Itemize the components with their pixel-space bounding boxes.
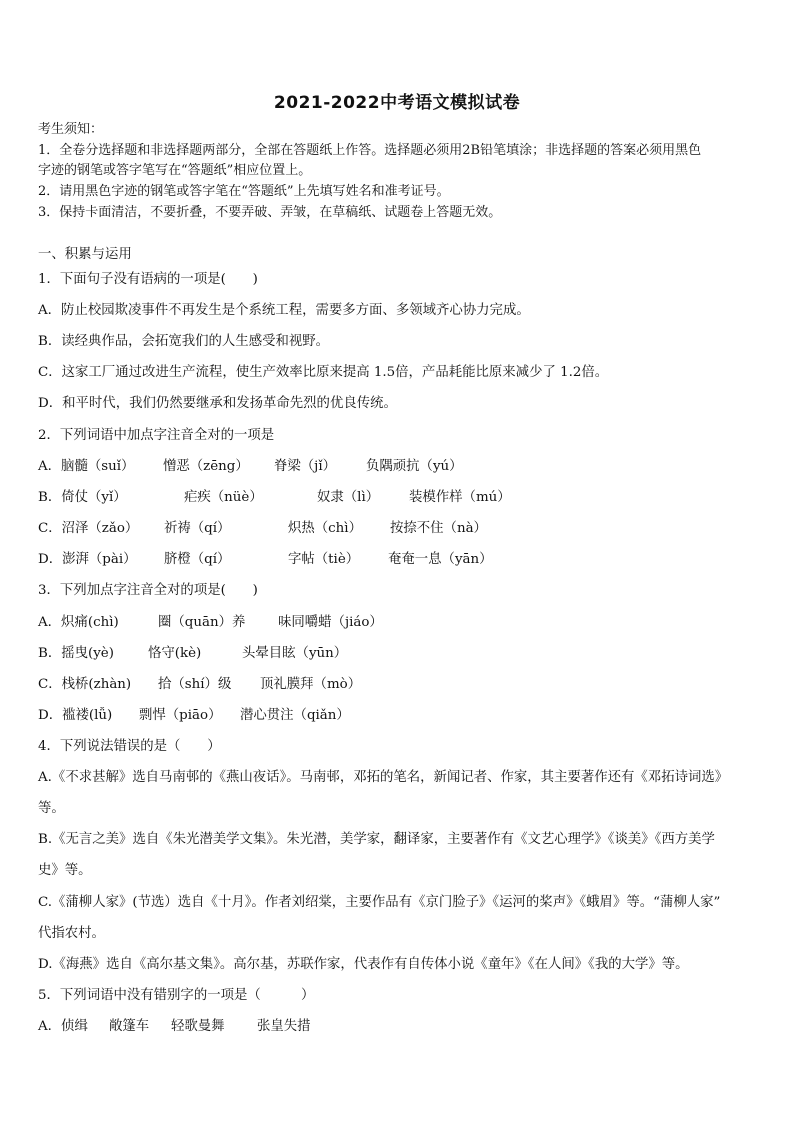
question-4-option-line: B.《无言之美》选自《朱光潜美学文集》。朱光潜，美学家，翻译家，主要著作有《文艺心理学》《谈美》《西方美学 — [38, 832, 715, 847]
question-2-option-c — [38, 520, 487, 538]
option-word: C．沼泽（zǎo） — [38, 521, 139, 536]
option-word: 剽悍（piāo） — [139, 708, 222, 723]
question-4-stem: 4．下列说法错误的是（ ） — [38, 739, 221, 754]
option-word: 头晕目眩（yūn） — [242, 646, 348, 661]
option-word: 炽热（chì） — [288, 521, 362, 536]
question-2-stem: 2．下列词语中加点字注音全对的一项是 — [38, 428, 275, 443]
question-1-stem: 1．下面句子没有语病的一项是( ) — [38, 272, 258, 287]
question-3-stem: 3．下列加点字注音全对的项是( ) — [38, 583, 258, 598]
option-word: 装模作样（mú） — [409, 490, 511, 505]
notice-line: 3．保持卡面清洁，不要折叠，不要弄破、弄皱，在草稿纸、试题卷上答题无效。 — [38, 205, 502, 220]
notice-line: 字迹的钢笔或答字笔写在“答题纸”相应位置上。 — [38, 163, 312, 178]
option-word: 拾（shí）级 — [158, 677, 232, 692]
question-2-option-d — [38, 551, 493, 569]
notice-line: 2．请用黑色字迹的钢笔或答字笔在“答题纸”上先填写姓名和准考证号。 — [38, 184, 450, 199]
option-word: 圈（quān）养 — [158, 615, 246, 630]
option-word: 恪守(kè) — [148, 646, 202, 661]
question-1-option-a: A．防止校园欺凌事件不再发生是个系统工程，需要多方面、多领域齐心协力完成。 — [38, 303, 530, 318]
question-2-option-a — [38, 458, 463, 476]
option-word: D．澎湃（pài） — [38, 552, 137, 567]
option-word: 轻歌曼舞 — [171, 1019, 225, 1034]
question-4-option-line: 史》等。 — [38, 863, 92, 878]
notice-heading: 考生须知： — [38, 122, 104, 137]
option-word: A．脑髓（suǐ） — [38, 459, 135, 474]
option-word: 按捺不住（nà） — [390, 521, 487, 536]
option-word: 憎恶（zēng） — [163, 459, 249, 474]
question-4-option-line: C.《蒲柳人家》(节选）选自《十月》。作者刘绍棠，主要作品有《京门脸子》《运河的桨声》《蛾眉》等。“蒲柳人家” — [38, 895, 721, 910]
option-word: 负隅顽抗（yú） — [366, 459, 463, 474]
option-word: 张皇失措 — [257, 1019, 311, 1034]
option-word: 祈祷（qí） — [164, 521, 231, 536]
question-3-option-a — [38, 614, 383, 632]
question-4-option-line: D.《海燕》选自《高尔基文集》。高尔基，苏联作家，代表作有自传体小说《童年》《在人间》《我的大学》等。 — [38, 957, 689, 972]
question-3-option-d — [38, 707, 350, 725]
question-1-option-b: B．读经典作品，会拓宽我们的人生感受和视野。 — [38, 334, 330, 349]
option-word: D．褴褛(lǚ) — [38, 708, 113, 723]
option-word: A．炽痛(chì) — [38, 615, 119, 630]
option-word: 脊梁（jǐ） — [274, 459, 336, 474]
option-word: 字帖（tiè） — [288, 552, 360, 567]
notice-line: 1．全卷分选择题和非选择题两部分，全部在答题纸上作答。选择题必须用2B铅笔填涂；非选择题的答案必须用黑色 — [38, 143, 702, 158]
question-4-option-line: A.《不求甚解》选自马南邨的《燕山夜话》。马南邨，邓拓的笔名，新闻记者、作家，其主要著作还有《邓拓诗词选》 — [38, 770, 729, 785]
option-word: 顶礼膜拜（mò） — [260, 677, 362, 692]
question-5-stem: 5．下列词语中没有错别字的一项是（ ） — [38, 988, 315, 1003]
question-4-option-line: 等。 — [38, 801, 65, 816]
question-5-option-a — [38, 1018, 311, 1036]
section-heading: 一、积累与运用 — [38, 247, 132, 262]
question-3-option-b — [38, 645, 347, 663]
option-word: 奴隶（lì） — [317, 490, 380, 505]
option-word: 疟疾（nüè） — [184, 490, 263, 505]
question-4-option-line: 代指农村。 — [38, 926, 105, 941]
option-word: 脐橙（qí） — [164, 552, 231, 567]
page-title: 2021-2022中考语文模拟试卷 — [273, 93, 521, 113]
question-2-option-b — [38, 489, 511, 507]
option-word: 敞篷车 — [109, 1019, 150, 1034]
option-word: C．栈桥(zhàn) — [38, 677, 132, 692]
question-1-option-d: D．和平时代，我们仍然要继承和发扬革命先烈的优良传统。 — [38, 396, 397, 411]
option-word: 味同嚼蜡（jiáo） — [278, 615, 383, 630]
option-word: B．倚仗（yǐ） — [38, 490, 127, 505]
option-word: B．摇曳(yè) — [38, 646, 114, 661]
question-3-option-c — [38, 676, 361, 694]
option-word: 潜心贯注（qiǎn） — [240, 708, 350, 723]
question-1-option-c: C．这家工厂通过改进生产流程，使生产效率比原来提高 1.5倍，产品耗能比原来减少了 1.2倍。 — [38, 365, 609, 380]
option-word: 奄奄一息（yān） — [388, 552, 493, 567]
option-word: A．侦缉 — [38, 1019, 88, 1034]
